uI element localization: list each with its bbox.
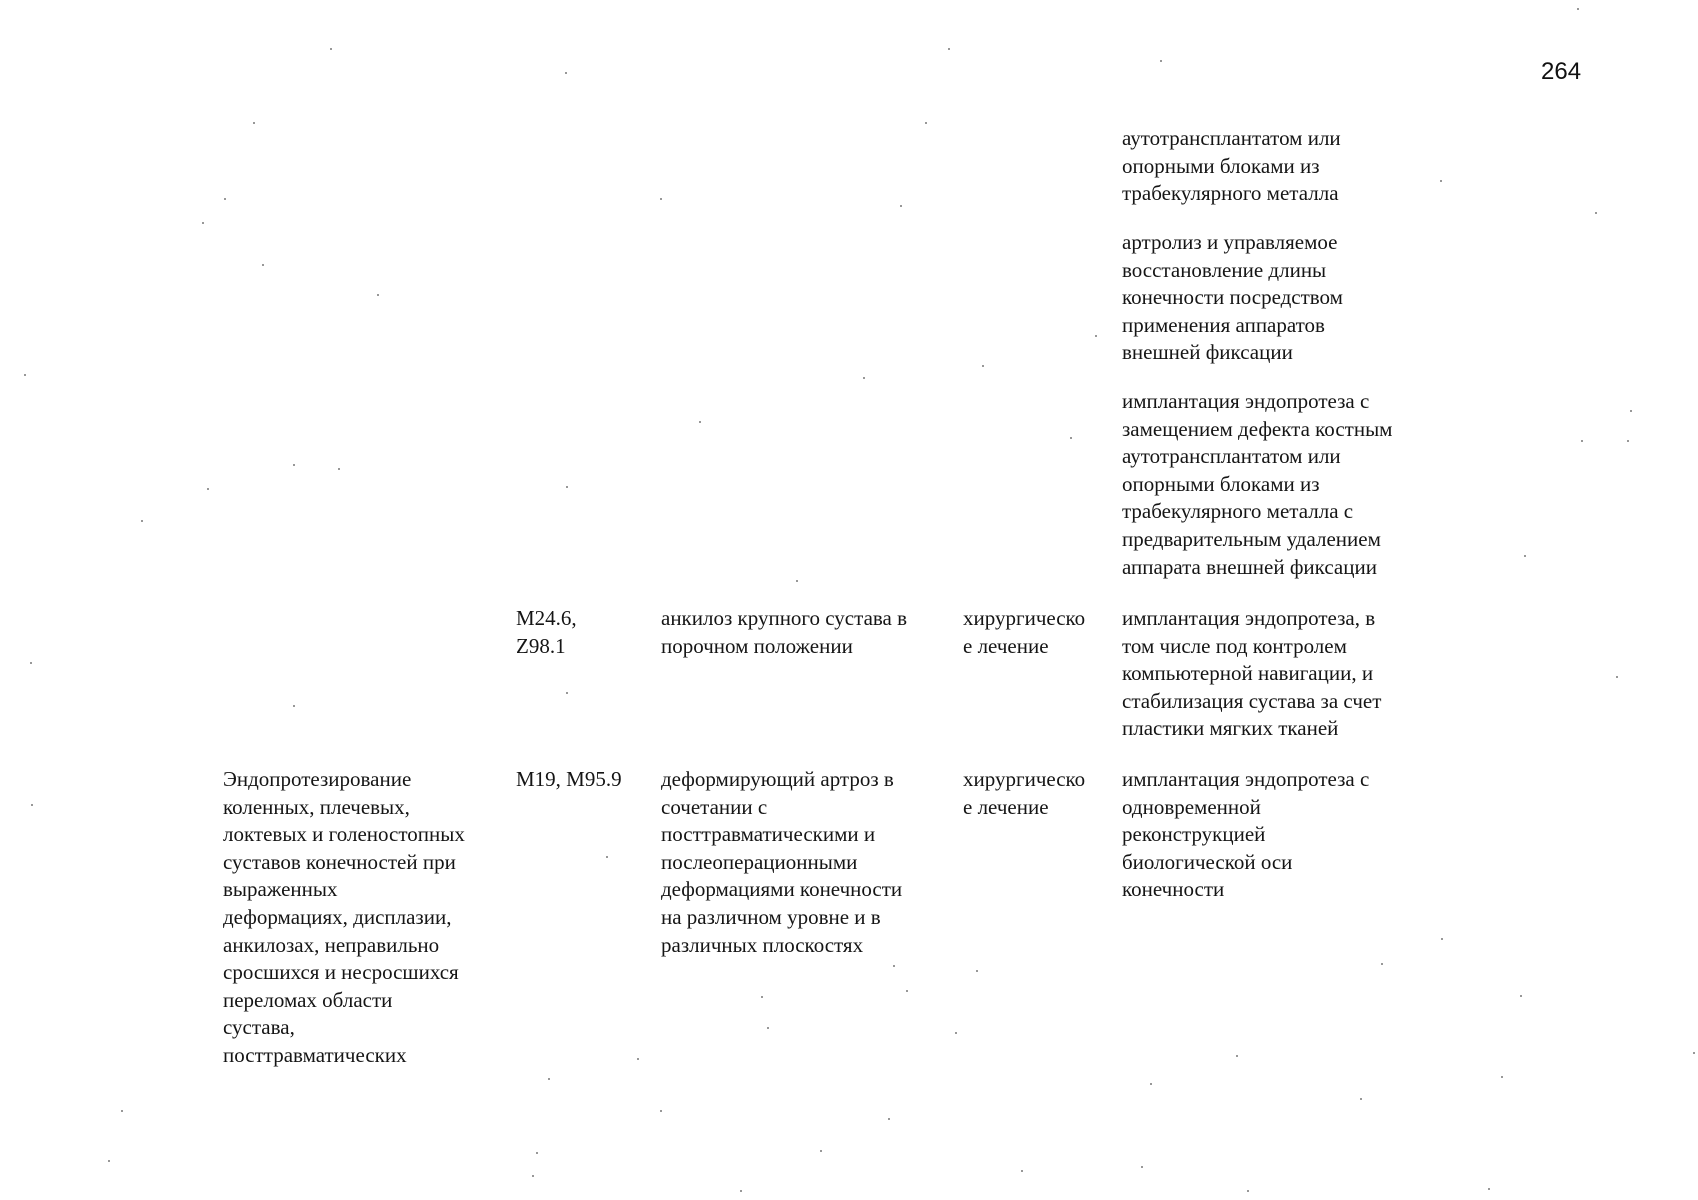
method-cell-continued-1: аутотрансплантатом или опорными блоками из трабекулярного металла [1122,126,1341,206]
treatment-cell: хирургическо е лечение [963,606,1086,658]
treatment-cell: хирургическо е лечение [963,767,1086,819]
procedure-cell: Эндопротезирование коленных, плечевых, локтевых и голеностопных суставов конечностей при выраженных деформациях, дисплазии, анкилозах, неправильно сросшихся и несросшихся переломах области сустава, посттравматических [223,767,465,1067]
codes-cell: M24.6, Z98.1 [516,606,577,658]
method-cell: имплантация эндопротеза с одновременной реконструкцией биологической оси конечности [1122,767,1370,902]
method-cell: имплантация эндопротеза, в том числе под контролем компьютерной навигации, и стабилизация сустава за счет пластики мягких тканей [1122,606,1382,741]
method-cell-continued-2: артролиз и управляемое восстановление длины конечности посредством применения аппаратов внешней фиксации [1122,230,1343,365]
condition-cell: деформирующий артроз в сочетании с посттравматическими и послеоперационными деформациями конечности на различном уровне и в различных плоскостях [661,767,903,957]
method-cell-continued-3: имплантация эндопротеза с замещением дефекта костным аутотрансплантатом или опорными блоками из трабекулярного металла с предварительным удалением аппарата внешней фиксации [1122,389,1393,579]
condition-cell: анкилоз крупного сустава в порочном положении [661,606,908,658]
page-number: 264 [1541,58,1582,85]
codes-cell: M19, M95.9 [516,767,622,791]
